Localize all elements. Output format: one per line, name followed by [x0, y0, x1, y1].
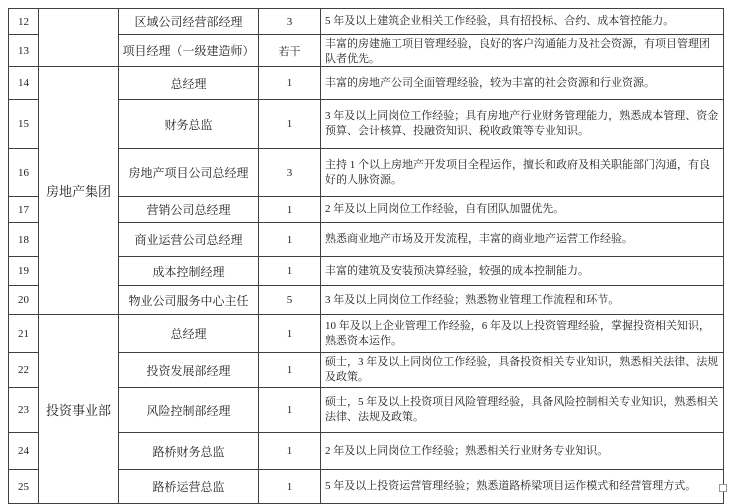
position-cell: 路桥财务总监: [119, 433, 259, 470]
table-row: [9, 315, 724, 353]
row-number: 21: [9, 315, 39, 353]
headcount-cell: 1: [259, 257, 321, 286]
group-cell-real-estate: 房地产集团: [39, 67, 119, 315]
position-cell: 区域公司经营部经理: [119, 9, 259, 35]
headcount-cell: 若干: [259, 35, 321, 67]
requirement-cell: 3 年及以上同岗位工作经验；具有房地产行业财务管理能力，熟悉成本管理、资金预算、会计核算、投融资知识、税收政策等专业知识。: [321, 100, 724, 149]
requirement-cell: 硕士，3 年及以上同岗位工作经验，具备投资相关专业知识，熟悉相关法律、法规及政策。: [321, 353, 724, 388]
row-number: 17: [9, 197, 39, 223]
position-cell: 物业公司服务中心主任: [119, 286, 259, 315]
position-cell: 风险控制部经理: [119, 388, 259, 433]
row-number: 14: [9, 67, 39, 100]
position-cell: 营销公司总经理: [119, 197, 259, 223]
headcount-cell: 3: [259, 149, 321, 197]
row-number: 19: [9, 257, 39, 286]
position-cell: 路桥运营总监: [119, 470, 259, 504]
requirement-cell: 硕士，5 年及以上投资项目风险管理经验，具备风险控制相关专业知识，熟悉相关法律、法规及政策。: [321, 388, 724, 433]
position-cell: 总经理: [119, 67, 259, 100]
position-cell: 财务总监: [119, 100, 259, 149]
row-number: 18: [9, 223, 39, 257]
requirement-cell: 10 年及以上企业管理工作经验，6 年及以上投资管理经验，掌握投资相关知识，熟悉资本运作。: [321, 315, 724, 353]
row-number: 20: [9, 286, 39, 315]
row-number: 22: [9, 353, 39, 388]
requirement-cell: 丰富的建筑及安装预决算经验，较强的成本控制能力。: [321, 257, 724, 286]
table-resize-handle[interactable]: [719, 484, 727, 492]
requirement-cell: 2 年及以上同岗位工作经验；熟悉相关行业财务专业知识。: [321, 433, 724, 470]
headcount-cell: 1: [259, 67, 321, 100]
row-number: 16: [9, 149, 39, 197]
position-cell: 投资发展部经理: [119, 353, 259, 388]
table-row: [9, 67, 724, 100]
group-cell-empty: [39, 9, 119, 67]
headcount-cell: 1: [259, 470, 321, 504]
headcount-cell: 1: [259, 433, 321, 470]
headcount-cell: 1: [259, 388, 321, 433]
headcount-cell: 1: [259, 100, 321, 149]
requirement-clipped-text: 丰富的房建施工项目管理经验，良好的客户沟通能力及社会资源，有项目管理团队者优先。: [325, 38, 710, 64]
requirement-cell: 2 年及以上同岗位工作经验，自有团队加盟优先。: [321, 197, 724, 223]
row-number: 25: [9, 470, 39, 504]
position-cell: 房地产项目公司总经理: [119, 149, 259, 197]
row-number: 13: [9, 35, 39, 67]
row-number: 15: [9, 100, 39, 149]
row-number: 12: [9, 9, 39, 35]
group-cell-investment: 投资事业部: [39, 315, 119, 504]
requirement-cell: 主持 1 个以上房地产开发项目全程运作，擅长和政府及相关职能部门沟通，有良好的人脉资源。: [321, 149, 724, 197]
recruitment-positions-table: [8, 8, 724, 504]
position-cell: 成本控制经理: [119, 257, 259, 286]
headcount-cell: 5: [259, 286, 321, 315]
headcount-cell: 1: [259, 315, 321, 353]
position-cell: 总经理: [119, 315, 259, 353]
table-row: [9, 9, 724, 35]
headcount-cell: 1: [259, 223, 321, 257]
requirement-cell: 3 年及以上同岗位工作经验；熟悉物业管理工作流程和环节。: [321, 286, 724, 315]
row-number: 23: [9, 388, 39, 433]
headcount-cell: 3: [259, 9, 321, 35]
position-cell: 商业运营公司总经理: [119, 223, 259, 257]
row-number: 24: [9, 433, 39, 470]
requirement-cell: [321, 35, 724, 67]
requirement-cell: 丰富的房地产公司全面管理经验，较为丰富的社会资源和行业资源。: [321, 67, 724, 100]
headcount-cell: 1: [259, 197, 321, 223]
requirement-cell: 5 年及以上建筑企业相关工作经验，具有招投标、合约、成本管控能力。: [321, 9, 724, 35]
requirement-cell: 熟悉商业地产市场及开发流程，丰富的商业地产运营工作经验。: [321, 223, 724, 257]
headcount-cell: 1: [259, 353, 321, 388]
position-cell: 项目经理（一级建造师）: [119, 35, 259, 67]
requirement-cell: 5 年及以上投资运营管理经验；熟悉道路桥梁项目运作模式和经营管理方式。: [321, 470, 724, 504]
